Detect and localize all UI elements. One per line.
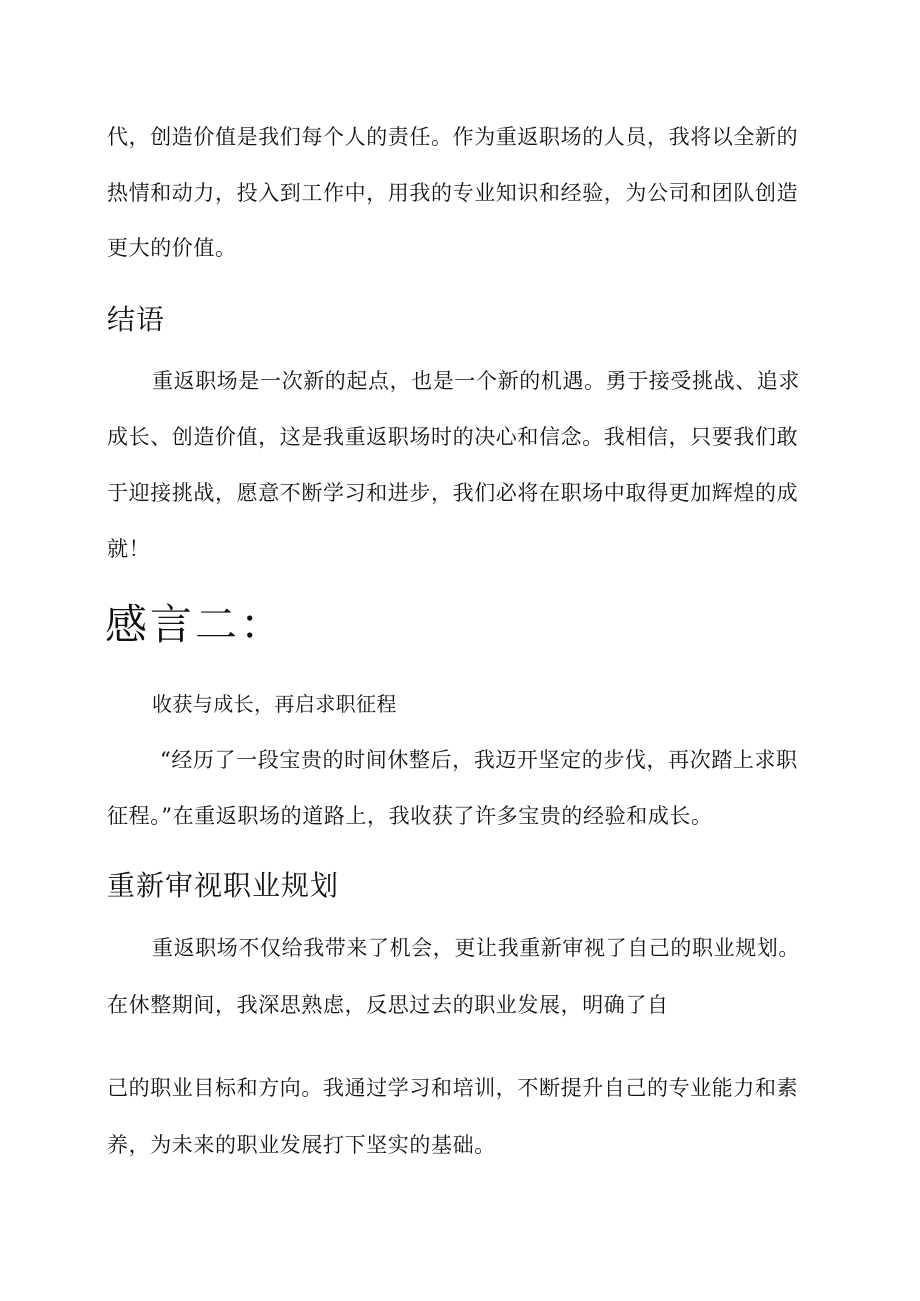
paragraph-line: 己的职业目标和方向。我通过学习和培训，不断提升自己的专业能力和素 (107, 1076, 799, 1100)
section-heading-career: 重新审视职业规划 (107, 869, 340, 902)
paragraph-line: 就！ (107, 537, 151, 561)
paragraph-line: 征程。”在重返职场的道路上，我收获了许多宝贵的经验和成长。 (107, 804, 713, 828)
paragraph-line: 代，创造价值是我们每个人的责任。作为重返职场的人员，我将以全新的 (107, 125, 799, 149)
section-heading-conclusion: 结语 (107, 303, 166, 336)
paragraph-line: 成长、创造价值，这是我重返职场时的决心和信念。我相信，只要我们敢 (107, 425, 799, 449)
paragraph-line: 于迎接挑战，愿意不断学习和进步，我们必将在职场中取得更加辉煌的成 (107, 481, 799, 505)
paragraph-line: “经历了一段宝贵的时间休整后，我迈开坚定的步伐，再次踏上求职 (160, 748, 798, 772)
paragraph-line: 养，为未来的职业发展打下坚实的基础。 (107, 1133, 496, 1157)
paragraph-line: 在休整期间，我深思熟虑，反思过去的职业发展，明确了自 (107, 993, 669, 1017)
paragraph-line: 更大的价值。 (107, 236, 237, 260)
paragraph-line: 热情和动力，投入到工作中，用我的专业知识和经验，为公司和团队创造 (107, 181, 799, 205)
paragraph-line: 重返职场不仅给我带来了机会，更让我重新审视了自己的职业规划。 (152, 936, 800, 960)
essay-subtitle: 收获与成长，再启求职征程 (152, 692, 397, 716)
essay-title: 感言二： (105, 600, 286, 649)
paragraph-line: 重返职场是一次新的起点，也是一个新的机遇。勇于接受挑战、追求 (152, 369, 800, 393)
